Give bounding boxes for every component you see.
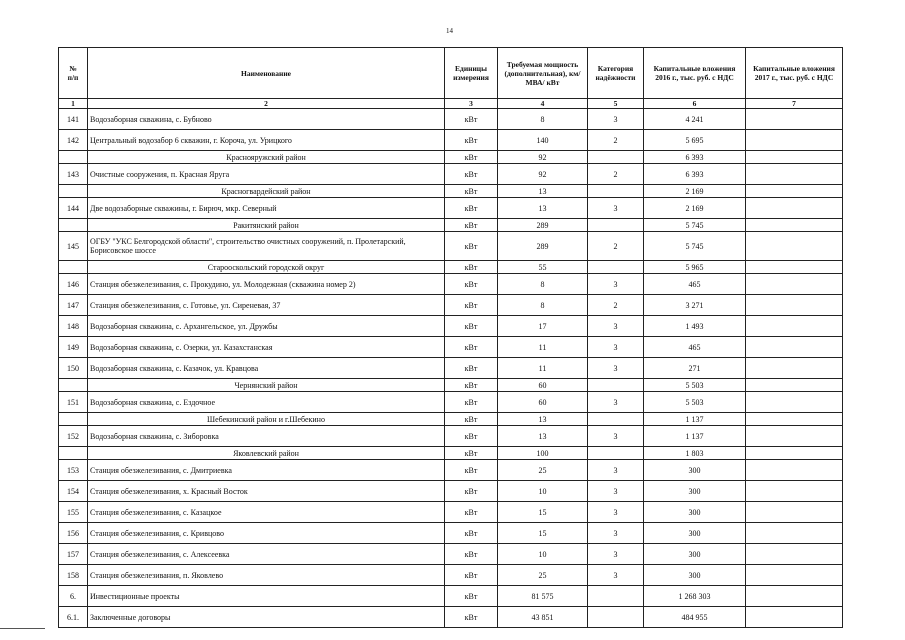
row-name: Яковлевский район [88, 447, 445, 460]
row-category: 3 [588, 198, 644, 219]
table-row [59, 502, 843, 523]
header-category: Категория надёжности [588, 48, 644, 99]
col-number: 3 [445, 99, 498, 109]
row-capital-2017 [746, 295, 843, 316]
row-category [588, 413, 644, 426]
section-row [59, 379, 843, 392]
row-unit: кВт [445, 379, 498, 392]
row-capital-2017 [746, 544, 843, 565]
row-capital-2016: 1 803 [644, 447, 746, 460]
row-name: Центральный водозабор 6 скважин, г. Короча, ул. Урицкого [88, 130, 445, 151]
table-row [59, 198, 843, 219]
row-category: 3 [588, 426, 644, 447]
row-unit: кВт [445, 426, 498, 447]
row-unit: кВт [445, 607, 498, 628]
col-number: 2 [88, 99, 445, 109]
capital-investments-table [58, 47, 843, 628]
row-power: 140 [498, 130, 588, 151]
table-row [59, 481, 843, 502]
table-row [59, 426, 843, 447]
row-number: 146 [59, 274, 88, 295]
row-capital-2017 [746, 565, 843, 586]
col-number: 7 [746, 99, 843, 109]
table-row [59, 130, 843, 151]
row-capital-2016: 6 393 [644, 151, 746, 164]
row-power: 25 [498, 460, 588, 481]
row-power: 15 [498, 502, 588, 523]
row-number: 152 [59, 426, 88, 447]
table-row [59, 392, 843, 413]
row-unit: кВт [445, 337, 498, 358]
row-power: 60 [498, 392, 588, 413]
table-row [59, 523, 843, 544]
row-power: 55 [498, 261, 588, 274]
row-capital-2017 [746, 413, 843, 426]
row-power: 92 [498, 151, 588, 164]
section-row [59, 447, 843, 460]
row-capital-2016: 465 [644, 337, 746, 358]
row-power: 11 [498, 358, 588, 379]
row-capital-2016: 300 [644, 523, 746, 544]
row-unit: кВт [445, 198, 498, 219]
row-power: 17 [498, 316, 588, 337]
row-capital-2016: 3 271 [644, 295, 746, 316]
row-name: Станция обезжелезивания, с. Готовье, ул. Сиреневая, 37 [88, 295, 445, 316]
row-category [588, 261, 644, 274]
row-unit: кВт [445, 413, 498, 426]
row-power: 11 [498, 337, 588, 358]
row-capital-2016: 5 503 [644, 392, 746, 413]
row-number: 148 [59, 316, 88, 337]
row-capital-2017 [746, 392, 843, 413]
row-capital-2017 [746, 219, 843, 232]
row-power: 13 [498, 413, 588, 426]
row-power: 289 [498, 219, 588, 232]
row-capital-2017 [746, 130, 843, 151]
table-row [59, 232, 843, 261]
column-number-row [59, 99, 843, 109]
row-capital-2017 [746, 164, 843, 185]
row-number: 143 [59, 164, 88, 185]
row-capital-2016: 6 393 [644, 164, 746, 185]
row-capital-2017 [746, 460, 843, 481]
row-name: Очистные сооружения, п. Красная Яруга [88, 164, 445, 185]
row-capital-2017 [746, 109, 843, 130]
row-power: 100 [498, 447, 588, 460]
table-row [59, 109, 843, 130]
row-category: 3 [588, 316, 644, 337]
col-number: 4 [498, 99, 588, 109]
row-name: Станция обезжелезивания, с. Дмитриевка [88, 460, 445, 481]
row-unit: кВт [445, 502, 498, 523]
row-power: 13 [498, 185, 588, 198]
row-capital-2017 [746, 607, 843, 628]
row-category: 3 [588, 523, 644, 544]
row-category: 3 [588, 544, 644, 565]
row-unit: кВт [445, 565, 498, 586]
row-capital-2017 [746, 198, 843, 219]
row-category: 3 [588, 460, 644, 481]
row-capital-2016: 300 [644, 544, 746, 565]
header-capital-2017: Капитальные вложения 2017 г., тыс. руб. с НДС [746, 48, 843, 99]
row-category [588, 607, 644, 628]
row-category: 2 [588, 130, 644, 151]
row-unit: кВт [445, 185, 498, 198]
col-number: 5 [588, 99, 644, 109]
row-unit: кВт [445, 460, 498, 481]
table-row [59, 337, 843, 358]
row-capital-2017 [746, 502, 843, 523]
row-capital-2017 [746, 481, 843, 502]
row-name: Станция обезжелезивания, х. Красный Восток [88, 481, 445, 502]
row-capital-2016: 5 503 [644, 379, 746, 392]
row-category: 3 [588, 565, 644, 586]
row-number: 157 [59, 544, 88, 565]
row-number: 141 [59, 109, 88, 130]
row-number [59, 261, 88, 274]
row-capital-2016: 5 695 [644, 130, 746, 151]
section-row [59, 151, 843, 164]
row-name: Станция обезжелезивания, с. Прокудино, ул. Молодежная (скважина номер 2) [88, 274, 445, 295]
table-body [59, 109, 843, 628]
section-row [59, 185, 843, 198]
row-unit: кВт [445, 523, 498, 544]
row-capital-2016: 5 745 [644, 232, 746, 261]
row-unit: кВт [445, 151, 498, 164]
row-unit: кВт [445, 358, 498, 379]
row-name: Ракитянский район [88, 219, 445, 232]
table-row [59, 460, 843, 481]
row-number: 158 [59, 565, 88, 586]
row-unit: кВт [445, 481, 498, 502]
row-power: 81 575 [498, 586, 588, 607]
row-category: 2 [588, 232, 644, 261]
row-number: 145 [59, 232, 88, 261]
section-row [59, 413, 843, 426]
row-category: 3 [588, 358, 644, 379]
row-unit: кВт [445, 232, 498, 261]
row-capital-2017 [746, 316, 843, 337]
row-number: 151 [59, 392, 88, 413]
row-capital-2017 [746, 261, 843, 274]
row-unit: кВт [445, 130, 498, 151]
row-power: 13 [498, 426, 588, 447]
row-number [59, 151, 88, 164]
row-name: Водозаборная скважина, с. Озерки, ул. Казахстанская [88, 337, 445, 358]
row-number: 142 [59, 130, 88, 151]
row-capital-2017 [746, 151, 843, 164]
row-category [588, 586, 644, 607]
row-unit: кВт [445, 586, 498, 607]
row-capital-2016: 2 169 [644, 185, 746, 198]
header-row [59, 48, 843, 99]
row-power: 25 [498, 565, 588, 586]
row-name: Шебекинский район и г.Шебекино [88, 413, 445, 426]
row-capital-2016: 484 955 [644, 607, 746, 628]
header-name: Наименование [88, 48, 445, 99]
row-power: 13 [498, 198, 588, 219]
row-capital-2017 [746, 232, 843, 261]
row-number: 150 [59, 358, 88, 379]
row-name: ОГБУ "УКС Белгородской области", строительство очистных сооружений, п. Пролетарский, Борисовское шоссе [88, 232, 445, 261]
table-row [59, 565, 843, 586]
col-number: 1 [59, 99, 88, 109]
row-name: Станция обезжелезивания, с. Казацкое [88, 502, 445, 523]
row-category: 3 [588, 274, 644, 295]
row-number: 6. [59, 586, 88, 607]
row-unit: кВт [445, 544, 498, 565]
row-name: Водозаборная скважина, с. Зиборовка [88, 426, 445, 447]
row-power: 10 [498, 481, 588, 502]
row-name: Старооскольский городской округ [88, 261, 445, 274]
row-category: 3 [588, 392, 644, 413]
row-unit: кВт [445, 447, 498, 460]
row-power: 10 [498, 544, 588, 565]
row-number: 149 [59, 337, 88, 358]
row-capital-2016: 5 745 [644, 219, 746, 232]
row-capital-2017 [746, 586, 843, 607]
total-row [59, 586, 843, 607]
row-number: 155 [59, 502, 88, 523]
row-number: 154 [59, 481, 88, 502]
row-capital-2016: 2 169 [644, 198, 746, 219]
row-power: 43 851 [498, 607, 588, 628]
row-capital-2016: 1 137 [644, 426, 746, 447]
header-unit: Единицы измерения [445, 48, 498, 99]
row-number [59, 447, 88, 460]
row-number [59, 219, 88, 232]
row-unit: кВт [445, 295, 498, 316]
row-name: Станция обезжелезивания, п. Яковлево [88, 565, 445, 586]
row-power: 8 [498, 109, 588, 130]
row-name: Красногвардейский район [88, 185, 445, 198]
row-name: Заключенные договоры [88, 607, 445, 628]
row-category [588, 151, 644, 164]
row-number: 6.1. [59, 607, 88, 628]
row-category [588, 447, 644, 460]
row-capital-2016: 300 [644, 481, 746, 502]
row-category: 3 [588, 337, 644, 358]
row-capital-2016: 1 268 303 [644, 586, 746, 607]
row-number: 147 [59, 295, 88, 316]
row-number: 156 [59, 523, 88, 544]
section-row [59, 219, 843, 232]
section-row [59, 261, 843, 274]
row-power: 92 [498, 164, 588, 185]
row-name: Инвестиционные проекты [88, 586, 445, 607]
row-capital-2016: 1 137 [644, 413, 746, 426]
header-num: № п/п [59, 48, 88, 99]
row-capital-2017 [746, 358, 843, 379]
row-unit: кВт [445, 392, 498, 413]
row-unit: кВт [445, 219, 498, 232]
row-category: 3 [588, 109, 644, 130]
table-row [59, 316, 843, 337]
row-name: Две водозаборные скважины, г. Бирюч, мкр. Северный [88, 198, 445, 219]
row-capital-2016: 300 [644, 565, 746, 586]
row-unit: кВт [445, 109, 498, 130]
row-capital-2017 [746, 337, 843, 358]
row-category [588, 185, 644, 198]
row-category [588, 219, 644, 232]
row-capital-2016: 271 [644, 358, 746, 379]
row-name: Станция обезжелезивания, с. Кривцово [88, 523, 445, 544]
row-power: 15 [498, 523, 588, 544]
header-power: Требуемая мощность (дополнительная), км/ МВА/ кВт [498, 48, 588, 99]
row-name: Водозаборная скважина, с. Ездочное [88, 392, 445, 413]
row-number [59, 185, 88, 198]
row-name: Чернянский район [88, 379, 445, 392]
row-category: 2 [588, 164, 644, 185]
header-capital-2016: Капитальные вложения 2016 г., тыс. руб. с НДС [644, 48, 746, 99]
row-name: Водозаборная скважина, с. Бубново [88, 109, 445, 130]
row-capital-2017 [746, 274, 843, 295]
row-capital-2017 [746, 447, 843, 460]
row-number [59, 413, 88, 426]
col-number: 6 [644, 99, 746, 109]
row-name: Станция обезжелезивания, с. Алексеевка [88, 544, 445, 565]
row-category: 2 [588, 295, 644, 316]
table-row [59, 544, 843, 565]
row-power: 60 [498, 379, 588, 392]
table-row [59, 295, 843, 316]
row-category: 3 [588, 502, 644, 523]
row-capital-2016: 300 [644, 460, 746, 481]
table-row [59, 358, 843, 379]
row-capital-2017 [746, 523, 843, 544]
row-number: 144 [59, 198, 88, 219]
row-capital-2017 [746, 185, 843, 198]
row-unit: кВт [445, 316, 498, 337]
row-capital-2017 [746, 426, 843, 447]
row-capital-2017 [746, 379, 843, 392]
row-capital-2016: 5 965 [644, 261, 746, 274]
row-capital-2016: 1 493 [644, 316, 746, 337]
row-category: 3 [588, 481, 644, 502]
total-row [59, 607, 843, 628]
row-number: 153 [59, 460, 88, 481]
row-number [59, 379, 88, 392]
row-power: 289 [498, 232, 588, 261]
row-capital-2016: 465 [644, 274, 746, 295]
row-power: 8 [498, 295, 588, 316]
row-unit: кВт [445, 261, 498, 274]
row-category [588, 379, 644, 392]
row-power: 8 [498, 274, 588, 295]
row-name: Краснояружский район [88, 151, 445, 164]
page-number: 14 [446, 27, 453, 35]
row-name: Водозаборная скважина, с. Архангельское, ул. Дружбы [88, 316, 445, 337]
table-row [59, 164, 843, 185]
row-name: Водозаборная скважина, с. Казачок, ул. Кравцова [88, 358, 445, 379]
row-unit: кВт [445, 274, 498, 295]
table-row [59, 274, 843, 295]
edge-line [0, 628, 45, 629]
row-capital-2016: 300 [644, 502, 746, 523]
row-unit: кВт [445, 164, 498, 185]
row-capital-2016: 4 241 [644, 109, 746, 130]
